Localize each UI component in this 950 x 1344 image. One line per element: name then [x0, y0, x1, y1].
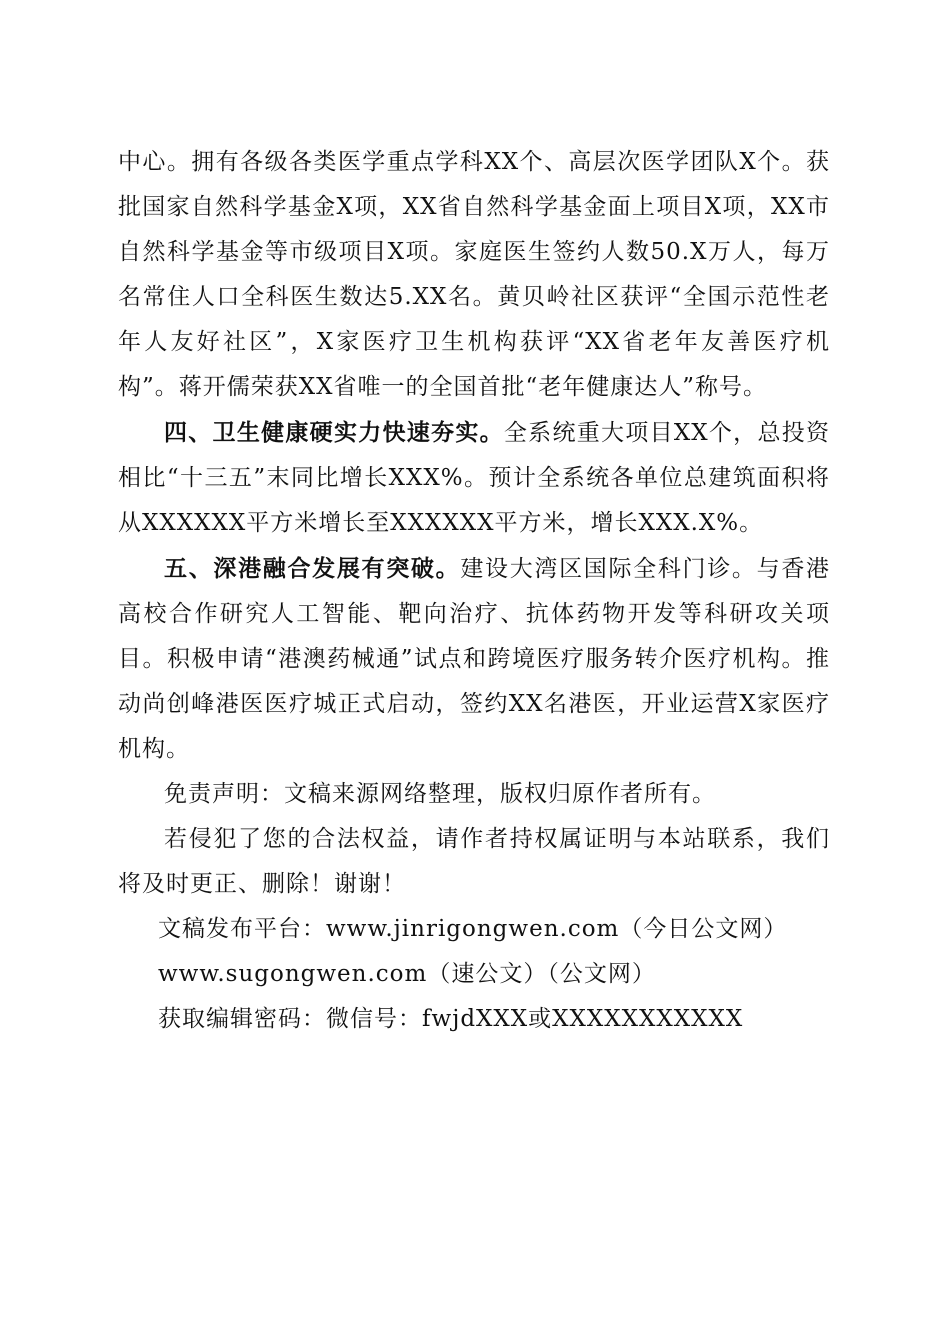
- paragraph-achievements: [118, 140, 830, 410]
- secondary-site: www.sugongwen.com（速公文）（公文网）: [158, 961, 656, 987]
- section-five-body: 建设大湾区国际全科门诊。与香港高校合作研究人工智能、靶向治疗、抗体药物开发等科研攻关项目。积极申请“港澳药械通”试点和跨境医疗服务转介医疗机构。推动尚创峰港医医疗城正式启动，签约XX名港医，开业运营X家医疗机构。: [118, 556, 831, 762]
- section-five-heading: 五、深港融合发展有突破。: [164, 555, 461, 582]
- edit-password-info: 获取编辑密码：微信号：fwjdXXX或XXXXXXXXXXX: [158, 1006, 744, 1032]
- disclaimer-text: 免责声明：文稿来源网络整理，版权归原作者所有。: [164, 781, 716, 807]
- publishing-platform: 文稿发布平台：www.jinrigongwen.com（今日公文网）: [158, 916, 788, 942]
- paragraph-achievements-text: 中心。拥有各级各类医学重点学科XX个、高层次医学团队X个。获批国家自然科学基金X项，XX省自然科学基金面上项目X项，XX市自然科学基金等市级项目X项。家庭医生签约人数50.X万人，每万名常住人口全科医生数达5.XX名。黄贝岭社区获评“全国示范性老年人友好社区”，X家医疗卫生机构获评“XX省老年友善医疗机构”。蒋开儒荣获XX省唯一的全国首批“老年健康达人”称号。: [118, 149, 830, 400]
- paragraph-section-four: [118, 410, 830, 546]
- section-four-heading: 四、卫生健康硬实力快速夯实。: [164, 419, 504, 446]
- document-body: [118, 140, 830, 1042]
- section-four-body: 全系统重大项目XX个，总投资相比“十三五”末同比增长XXX%。预计全系统各单位总建筑面积将从XXXXXX平方米增长至XXXXXX平方米，增长XXX.X%。: [118, 420, 831, 536]
- infringement-notice: 若侵犯了您的合法权益，请作者持权属证明与本站联系，我们将及时更正、删除！谢谢！: [118, 826, 830, 897]
- paragraph-section-five: [118, 546, 830, 772]
